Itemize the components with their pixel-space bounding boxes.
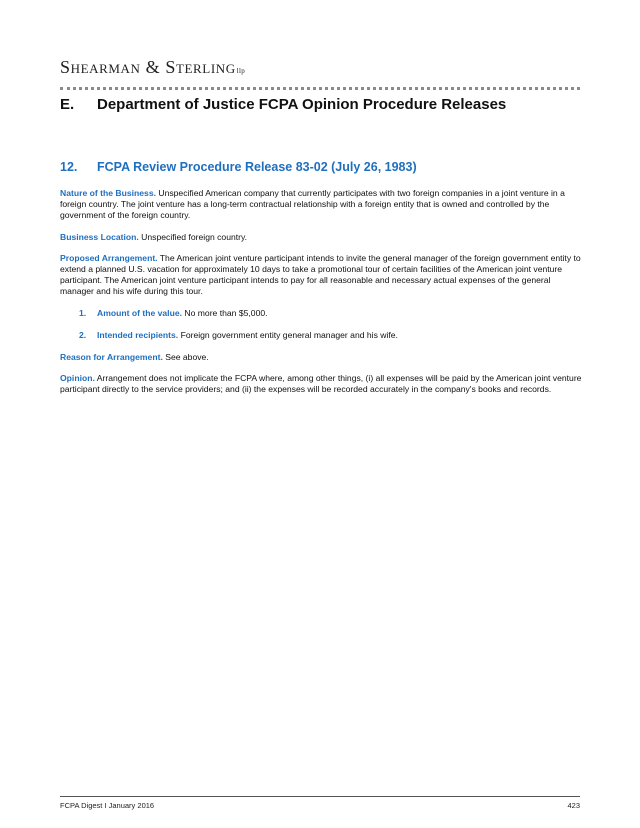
- logo-text: Shearman & Sterling: [60, 57, 236, 77]
- arrangement-list: [60, 308, 585, 341]
- release-heading: [60, 160, 585, 174]
- reason-paragraph: [60, 352, 585, 363]
- page-number: 423: [567, 801, 580, 810]
- location-lead: Business Location.: [60, 231, 139, 242]
- arrangement-lead: Proposed Arrangement.: [60, 252, 158, 263]
- main-content: [60, 160, 585, 406]
- arrangement-text: The American joint venture participant intends to invite the general manager of the foreign government entity to extend a planned U.S. vacation for approximately 10 days to take a promotional tour of certain facilities of the American joint venture participant. The American joint venture participant intends to pay for all reasonable and necessary actual expenses of the general manager and his wife during this tour.: [60, 252, 581, 297]
- nature-paragraph: [60, 188, 585, 222]
- section-heading: [60, 96, 506, 113]
- location-paragraph: [60, 232, 585, 243]
- reason-lead: Reason for Arrangement.: [60, 352, 163, 363]
- list-item-lead: Amount of the value.: [97, 307, 182, 318]
- section-title: Department of Justice FCPA Opinion Procedure Releases: [97, 96, 507, 113]
- footer-publication: FCPA Digest I January 2016: [60, 801, 155, 810]
- opinion-paragraph: [60, 373, 585, 395]
- list-item-text: No more than $5,000.: [182, 307, 268, 318]
- reason-text: See above.: [162, 352, 209, 363]
- list-item-text: Foreign government entity general manager and his wife.: [178, 329, 398, 340]
- list-item: [79, 330, 585, 341]
- location-text: Unspecified foreign country.: [138, 231, 248, 242]
- footer-divider: [60, 796, 580, 797]
- firm-logo: [60, 57, 245, 78]
- arrangement-paragraph: [60, 253, 585, 298]
- section-number: E.: [60, 96, 75, 113]
- opinion-text: Arrangement does not implicate the FCPA where, among other things, (i) all expenses will be paid by the American joint venture participant directly to the service providers; and (ii) the expenses will be recorded accurately in the company's books and records.: [60, 373, 582, 395]
- nature-lead: Nature of the Business.: [60, 188, 156, 198]
- release-number: 12.: [60, 160, 78, 174]
- list-item-number: 2.: [79, 329, 87, 340]
- release-title: FCPA Review Procedure Release 83-02 (July 26, 1983): [97, 160, 417, 174]
- header-divider: [60, 87, 580, 90]
- list-item-number: 1.: [79, 307, 87, 318]
- list-item-lead: Intended recipients.: [97, 329, 179, 340]
- list-item: [79, 308, 585, 319]
- opinion-lead: Opinion.: [60, 373, 95, 384]
- nature-text: Unspecified American company that currently participates with two foreign companies in a joint venture in a foreign country. The joint venture has a long-term contractual relationship with a foreign entity that is owned and controlled by the government of the foreign country.: [60, 188, 565, 221]
- logo-suffix: llp: [236, 67, 246, 75]
